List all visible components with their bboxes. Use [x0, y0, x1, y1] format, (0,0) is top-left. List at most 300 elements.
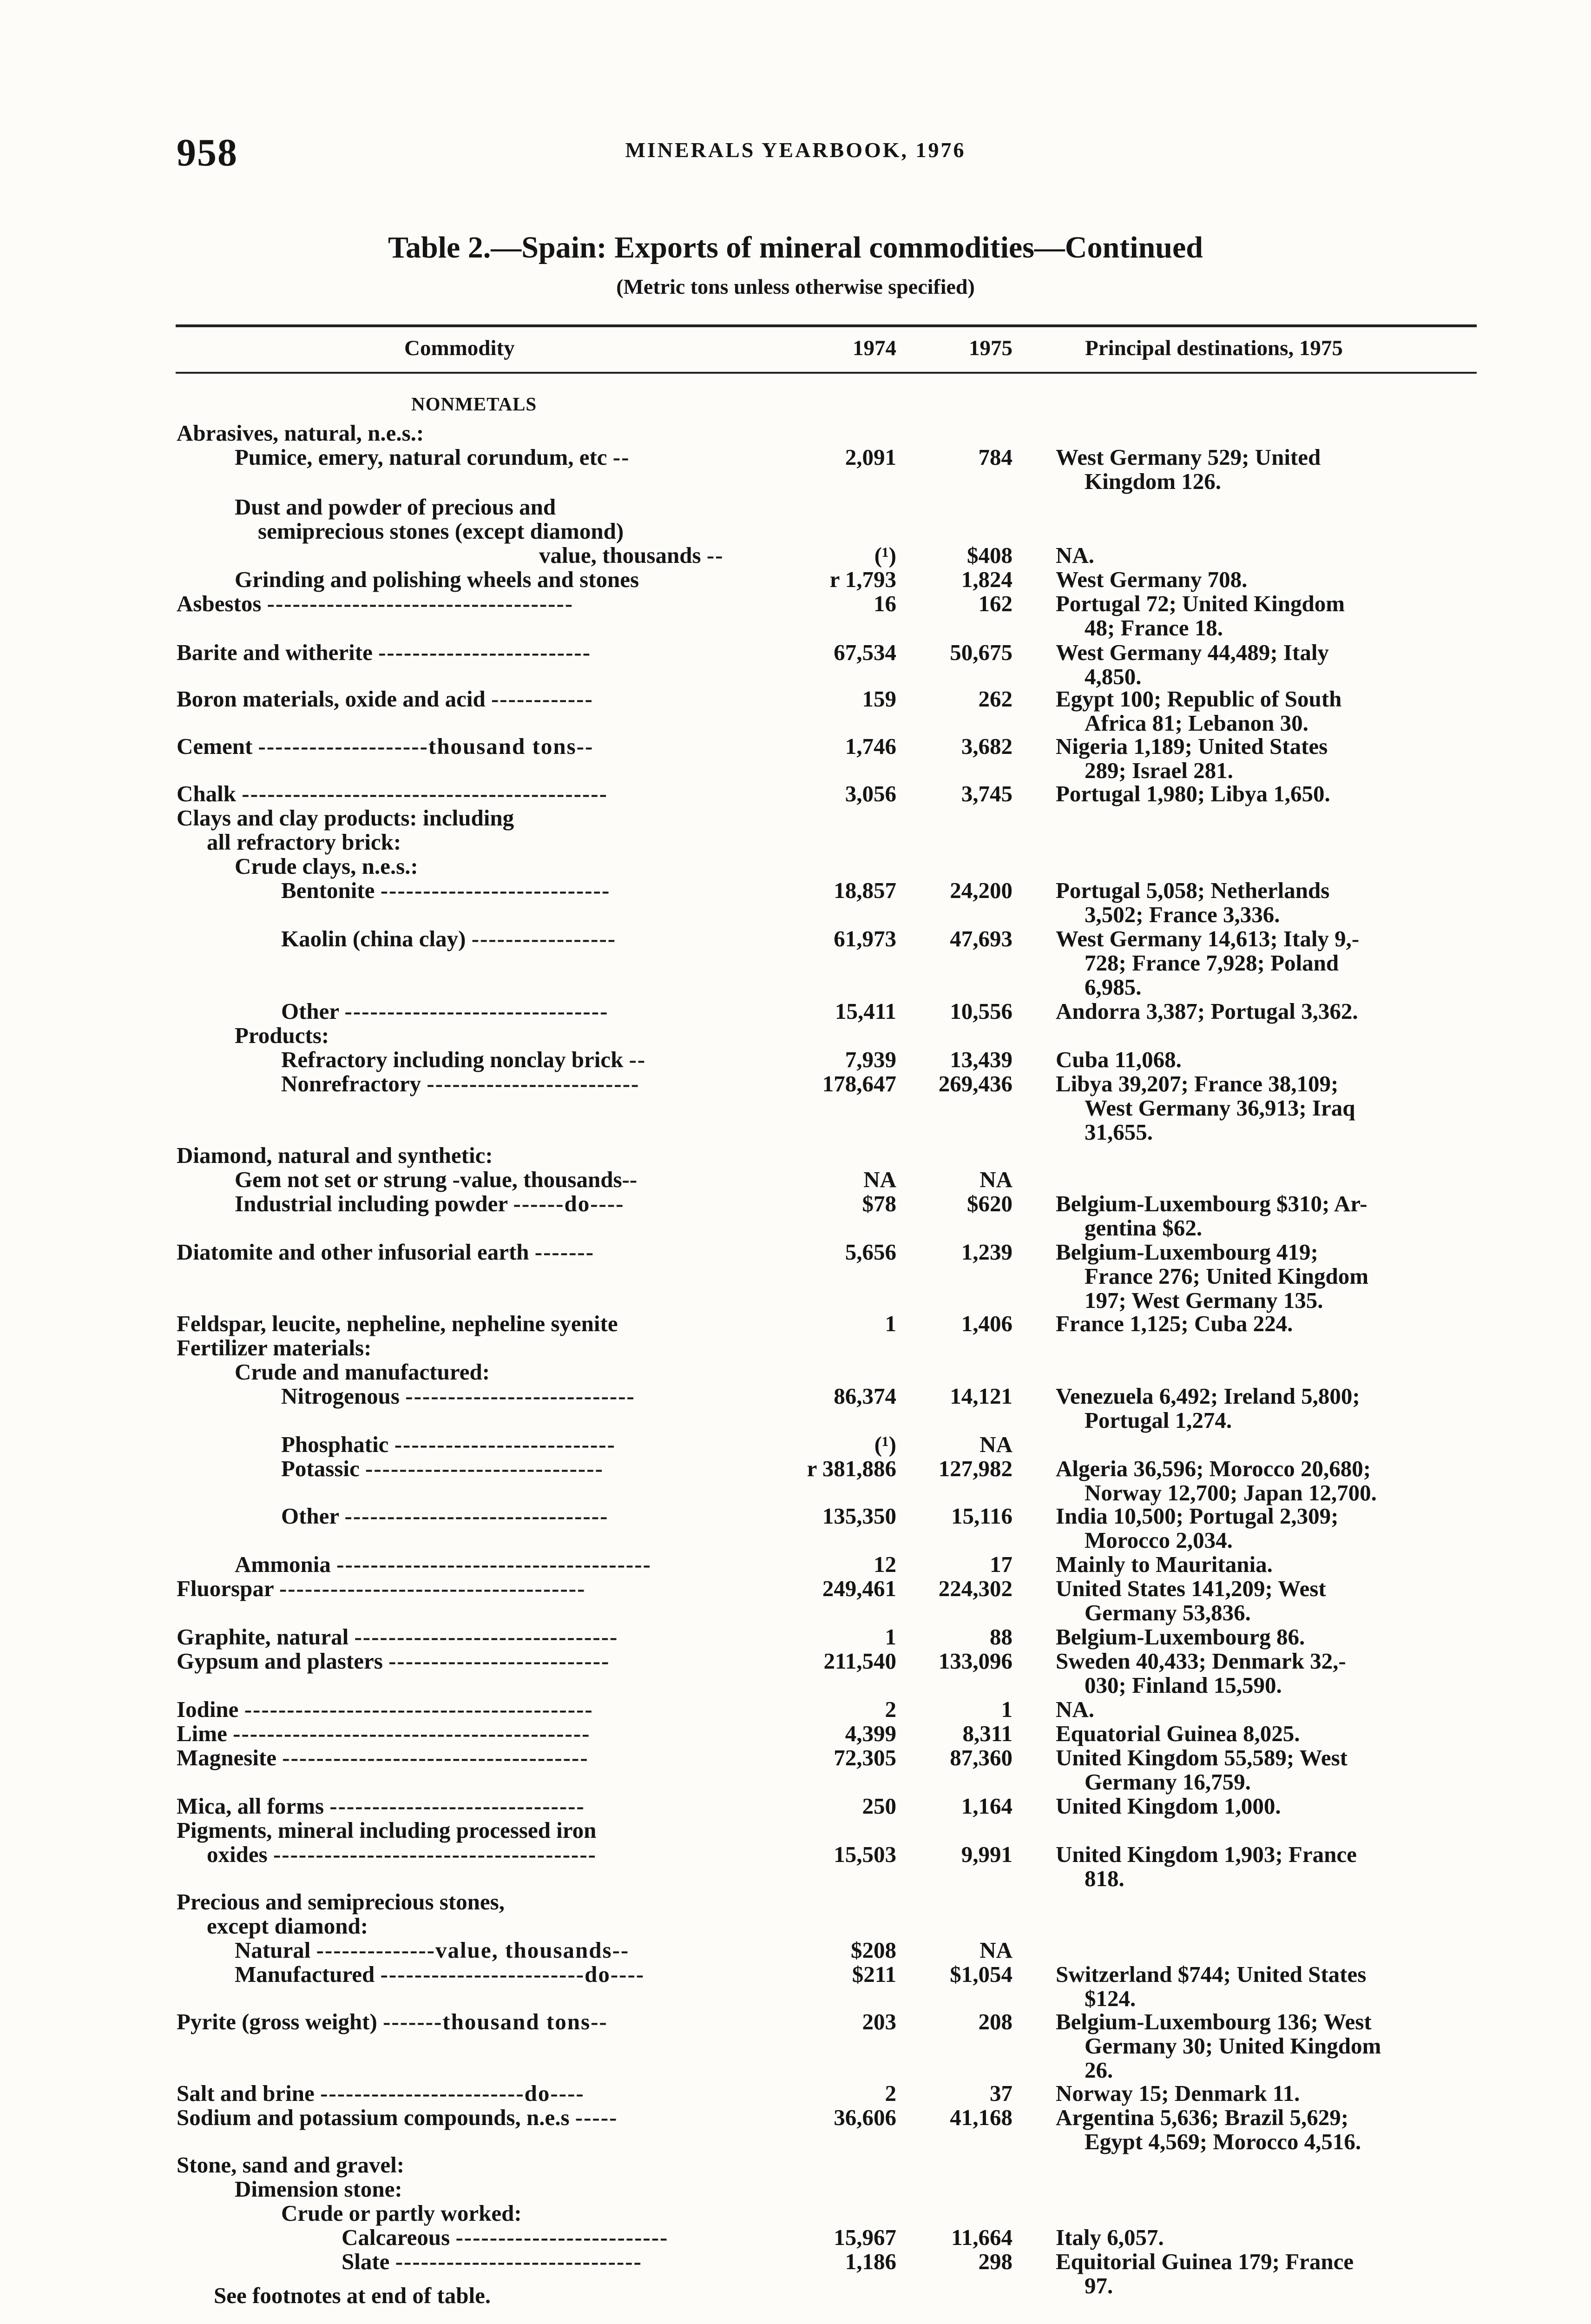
destination-line: United Kingdom 1,903; France	[1056, 1842, 1357, 1867]
value-1975: 127,982	[938, 1456, 1012, 1481]
header-rule	[176, 372, 1477, 374]
destination-line: 4,850.	[1085, 664, 1142, 689]
destination-line: 48; France 18.	[1085, 615, 1223, 640]
leader-dots: ----------------------------	[365, 1456, 604, 1481]
destination-line: Egypt 100; Republic of South	[1056, 686, 1342, 712]
commodity-label	[235, 1168, 637, 1192]
value-1974: 211,540	[823, 1648, 896, 1674]
destination-line: Kingdom 126.	[1085, 469, 1222, 494]
value-1975: 3,745	[961, 781, 1012, 806]
value-1975: 9,991	[961, 1842, 1012, 1867]
commodity-label	[177, 2081, 585, 2106]
commodity-label	[207, 1842, 597, 1867]
commodity-text: Diamond, natural and synthetic:	[177, 1142, 493, 1168]
value-1975: 8,311	[962, 1721, 1012, 1746]
destination-line: India 10,500; Portugal 2,309;	[1056, 1503, 1339, 1529]
destination-line: Equitorial Guinea 179; France	[1056, 2249, 1354, 2274]
value-1974: 15,967	[834, 2225, 896, 2250]
destination-line: West Germany 44,489; Italy	[1056, 640, 1329, 665]
destinations	[1056, 1794, 1474, 1818]
commodity-label	[281, 1504, 608, 1528]
leader-dots: --------------------thousand tons--	[258, 733, 594, 759]
commodity-label	[281, 1072, 639, 1096]
commodity-text: Nonrefractory	[281, 1071, 421, 1096]
value-1974: r 381,886	[807, 1456, 896, 1481]
commodity-text: Nitrogenous	[281, 1383, 400, 1409]
commodity-label	[177, 687, 593, 711]
value-1974: 18,857	[834, 878, 896, 903]
destinations	[1056, 2081, 1474, 2106]
leader-dots: ---------------------------	[405, 1383, 635, 1409]
destination-line: NA.	[1056, 1697, 1095, 1722]
commodity-label	[177, 1890, 505, 1914]
commodity-text: Bentonite	[281, 878, 375, 903]
value-1974: NA	[863, 1167, 896, 1192]
value-1975: $1,054	[950, 1961, 1012, 1987]
destination-line: 31,655.	[1085, 1119, 1153, 1145]
leader-dots: --	[706, 542, 724, 568]
commodity-label	[177, 1722, 590, 1746]
commodity-text: Calcareous	[342, 2225, 450, 2250]
destination-line: Belgium-Luxembourg 86.	[1056, 1624, 1305, 1650]
commodity-label	[177, 734, 593, 759]
value-1975: 41,168	[950, 2105, 1012, 2130]
commodity-text: Refractory including nonclay brick	[281, 1047, 624, 1072]
leader-dots: --------------------------	[388, 1648, 610, 1674]
value-1975: 88	[990, 1624, 1012, 1650]
destinations	[1056, 2225, 1474, 2250]
commodity-text: Products:	[235, 1023, 329, 1048]
commodity-label	[281, 2201, 522, 2225]
destination-line: 97.	[1085, 2273, 1113, 2298]
value-1974: 72,305	[834, 1745, 896, 1770]
commodity-text: Fluorspar	[177, 1576, 274, 1601]
destination-line: 030; Finland 15,590.	[1085, 1672, 1282, 1698]
destinations	[1056, 1552, 1474, 1577]
commodity-label	[177, 1794, 585, 1818]
commodity-label	[177, 640, 591, 665]
value-1975: 1,164	[961, 1793, 1012, 1819]
commodity-label	[207, 1914, 368, 1938]
commodity-label	[177, 1577, 585, 1601]
leader-dots: -------------------------------	[344, 1503, 609, 1529]
destination-line: 197; West Germany 135.	[1085, 1287, 1323, 1313]
value-1974: 61,973	[834, 926, 896, 951]
value-1975: 1	[1001, 1697, 1012, 1722]
value-1974: 7,939	[845, 1047, 896, 1072]
commodity-label	[281, 1048, 646, 1072]
value-1974: 159	[862, 686, 896, 712]
value-1975: 784	[978, 444, 1012, 470]
destination-line: Equatorial Guinea 8,025.	[1056, 1721, 1300, 1746]
commodity-text: Pumice, emery, natural corundum, etc	[235, 444, 607, 470]
commodity-text: Pyrite (gross weight)	[177, 2009, 377, 2034]
commodity-text: Pigments, mineral including processed iron	[177, 1817, 597, 1843]
destination-line: Norway 12,700; Japan 12,700.	[1085, 1480, 1377, 1505]
commodity-text: Other	[281, 1503, 339, 1529]
destinations	[1056, 1192, 1474, 1240]
value-1974: 178,647	[822, 1071, 896, 1096]
commodity-label	[177, 592, 573, 616]
leader-dots: -------------------------------------	[336, 1552, 651, 1577]
destination-line: $124.	[1085, 1986, 1136, 2011]
value-1974: 15,503	[834, 1842, 896, 1867]
destinations	[1056, 1625, 1474, 1649]
value-1974: 1	[885, 1311, 896, 1336]
destination-line: Cuba 11,068.	[1056, 1047, 1182, 1072]
value-1975: NA	[980, 1167, 1012, 1192]
commodity-label	[177, 1143, 493, 1168]
value-1974: r 1,793	[829, 567, 896, 592]
value-1975: 224,302	[938, 1576, 1012, 1601]
destination-line: Portugal 1,980; Libya 1,650.	[1056, 781, 1330, 806]
commodity-label	[207, 830, 401, 854]
commodity-label	[281, 927, 616, 951]
leader-dots: --------------------------------------	[273, 1842, 597, 1867]
destination-line: NA.	[1056, 542, 1095, 568]
commodity-text: Gypsum and plasters	[177, 1648, 383, 1674]
destination-line: Mainly to Mauritania.	[1056, 1552, 1273, 1577]
value-1974: (¹)	[874, 1432, 896, 1457]
destination-line: Portugal 72; United Kingdom	[1056, 591, 1345, 616]
destinations	[1056, 568, 1474, 592]
commodity-text: Ammonia	[235, 1552, 331, 1577]
commodity-text: Dust and powder of precious and	[235, 494, 556, 520]
value-1975: 1,239	[961, 1239, 1012, 1265]
column-header-destinations: Principal destinations, 1975	[1085, 336, 1343, 360]
destination-line: Germany 30; United Kingdom	[1085, 2033, 1381, 2059]
destinations	[1056, 878, 1474, 927]
commodity-label	[177, 421, 424, 445]
destination-line: France 1,125; Cuba 224.	[1056, 1311, 1293, 1336]
commodity-text: Salt and brine	[177, 2080, 315, 2106]
value-1974: 135,350	[822, 1503, 896, 1529]
value-1974: 15,411	[835, 998, 896, 1024]
value-1975: 13,439	[950, 1047, 1012, 1072]
leader-dots: -------------------------------	[344, 998, 609, 1024]
leader-dots: -----------------	[471, 926, 617, 951]
leader-dots: ------do----	[513, 1191, 625, 1216]
leader-dots: ------------------------------------------	[233, 1721, 591, 1746]
destination-line: Italy 6,057.	[1056, 2225, 1164, 2250]
destination-line: Belgium-Luxembourg 136; West	[1056, 2009, 1372, 2034]
page-number: 958	[177, 131, 238, 174]
value-1974: 2	[885, 2080, 896, 2106]
leader-dots: --	[629, 1047, 646, 1072]
destinations	[1056, 2106, 1474, 2154]
table-title: Table 2.—Spain: Exports of mineral commodities—Continued	[388, 231, 1203, 264]
destination-line: Belgium-Luxembourg 419;	[1056, 1239, 1318, 1265]
commodity-text: Other	[281, 998, 339, 1024]
destinations	[1056, 1457, 1474, 1505]
leader-dots: -------------------------	[378, 640, 592, 665]
column-header-1974: 1974	[853, 336, 896, 360]
commodity-label	[342, 2250, 642, 2274]
destination-line: Nigeria 1,189; United States	[1056, 733, 1328, 759]
commodity-text: Graphite, natural	[177, 1624, 349, 1650]
leader-dots: -----------------------------------------	[244, 1697, 593, 1722]
commodity-label	[235, 1962, 644, 1987]
commodity-text: Abrasives, natural, n.e.s.:	[177, 420, 424, 446]
destinations	[1056, 782, 1474, 806]
destination-line: Portugal 1,274.	[1085, 1407, 1232, 1433]
leader-dots: -----------------------------	[395, 2249, 642, 2274]
destination-line: Egypt 4,569; Morocco 4,516.	[1085, 2129, 1361, 2154]
destination-line: Argentina 5,636; Brazil 5,629;	[1056, 2105, 1349, 2130]
destination-line: Belgium-Luxembourg $310; Ar-	[1056, 1191, 1367, 1216]
destination-line: 3,502; France 3,336.	[1085, 902, 1280, 927]
commodity-label	[177, 1818, 596, 1842]
table-subtitle: (Metric tons unless otherwise specified)	[616, 275, 975, 298]
commodity-label	[235, 854, 418, 878]
value-1975: 17	[990, 1552, 1012, 1577]
commodity-text: Crude or partly worked:	[281, 2200, 522, 2226]
value-1975: 15,116	[951, 1503, 1012, 1529]
commodity-label	[235, 568, 639, 592]
destination-line: West Germany 36,913; Iraq	[1085, 1095, 1355, 1121]
value-1974: 12	[874, 1552, 896, 1577]
destinations	[1056, 1240, 1474, 1313]
value-1974: $208	[851, 1937, 896, 1963]
commodity-text: Lime	[177, 1721, 227, 1746]
value-1974: 67,534	[834, 640, 896, 665]
destinations	[1056, 592, 1474, 640]
value-1974: 2	[885, 1697, 896, 1722]
destination-line: Venezuela 6,492; Ireland 5,800;	[1056, 1383, 1360, 1409]
commodity-label	[177, 1240, 594, 1264]
destination-line: Norway 15; Denmark 11.	[1056, 2080, 1300, 2106]
destinations	[1056, 1746, 1474, 1794]
destinations	[1056, 1962, 1474, 2011]
commodity-label	[235, 495, 556, 519]
commodity-label	[177, 1312, 618, 1336]
commodity-label	[177, 1625, 618, 1649]
commodity-text: Clays and clay products: including	[177, 805, 514, 831]
commodity-label	[177, 1649, 610, 1673]
destinations	[1056, 1577, 1474, 1625]
leader-dots: ------------------------------------	[279, 1576, 586, 1601]
leader-dots: --------------value, thousands--	[316, 1937, 630, 1963]
destinations	[1056, 543, 1474, 568]
value-1974: 4,399	[845, 1721, 896, 1746]
commodity-text: Cement	[177, 733, 253, 759]
value-1975: 87,360	[950, 1745, 1012, 1770]
commodity-text: Natural	[235, 1937, 311, 1963]
destination-line: Germany 53,836.	[1085, 1600, 1251, 1625]
destinations	[1056, 2250, 1474, 2298]
destinations	[1056, 1697, 1474, 1722]
commodity-label	[281, 878, 610, 903]
commodity-label	[235, 1938, 629, 1962]
value-1974: $78	[862, 1191, 896, 1216]
value-1974: 86,374	[834, 1383, 896, 1409]
value-1975: 133,096	[938, 1648, 1012, 1674]
commodity-text: NONMETALS	[411, 393, 537, 415]
leader-dots: --	[612, 444, 630, 470]
destination-line: gentina $62.	[1085, 1215, 1203, 1241]
destination-line: 818.	[1085, 1866, 1124, 1891]
section-heading	[411, 392, 537, 416]
destination-line: Germany 16,759.	[1085, 1769, 1251, 1795]
value-1975: 269,436	[938, 1071, 1012, 1096]
leader-dots: ------------------------do----	[380, 1961, 645, 1987]
commodity-label	[177, 2153, 404, 2177]
commodity-text: Potassic	[281, 1456, 360, 1481]
commodity-text: Diatomite and other infusorial earth	[177, 1239, 529, 1265]
value-1975: 47,693	[950, 926, 1012, 951]
commodity-text: Feldspar, leucite, nepheline, nepheline syenite	[177, 1311, 618, 1336]
value-1974: 250	[862, 1793, 896, 1819]
value-1974: 3,056	[845, 781, 896, 806]
destination-line: 26.	[1085, 2057, 1113, 2083]
column-header-commodity: Commodity	[404, 336, 515, 360]
destination-line: United States 141,209; West	[1056, 1576, 1326, 1601]
leader-dots: -------------------------	[427, 1071, 640, 1096]
leader-dots: -----	[575, 2105, 618, 2130]
commodity-text: Asbestos	[177, 591, 262, 616]
commodity-text: Barite and witherite	[177, 640, 373, 665]
value-1974: 203	[862, 2009, 896, 2034]
commodity-text: Gem not set or strung -value, thousands--	[235, 1167, 638, 1192]
commodity-text: all refractory brick:	[207, 829, 401, 855]
destinations	[1056, 1384, 1474, 1433]
destinations	[1056, 687, 1474, 735]
value-1974: 1	[885, 1624, 896, 1650]
footnote-reference: See footnotes at end of table.	[214, 2283, 491, 2308]
commodity-text: Mica, all forms	[177, 1793, 324, 1819]
destination-line: West Germany 708.	[1056, 567, 1248, 592]
destination-line: United Kingdom 1,000.	[1056, 1793, 1281, 1819]
commodity-label	[235, 1552, 651, 1577]
destinations	[1056, 1048, 1474, 1072]
commodity-text: Phosphatic	[281, 1432, 389, 1457]
commodity-label	[177, 1746, 589, 1770]
destinations	[1056, 640, 1474, 689]
commodity-text: Magnesite	[177, 1745, 276, 1770]
commodity-text: Grinding and polishing wheels and stones	[235, 567, 639, 592]
value-1974: (¹)	[874, 542, 896, 568]
value-1975: 1,824	[961, 567, 1012, 592]
value-1975: NA	[980, 1432, 1012, 1457]
leader-dots: -------------------------	[455, 2225, 669, 2250]
commodity-text: Slate	[342, 2249, 390, 2274]
commodity-label	[235, 445, 630, 469]
commodity-label	[281, 1457, 604, 1481]
value-1974: 249,461	[822, 1576, 896, 1601]
leader-dots: -------------------------------	[354, 1624, 618, 1650]
leader-dots: ------------------------------	[329, 1793, 585, 1819]
value-1975: 11,664	[951, 2225, 1012, 2250]
commodity-text: oxides	[207, 1842, 268, 1867]
value-1974: 36,606	[834, 2105, 896, 2130]
value-1975: 262	[978, 686, 1012, 712]
commodity-label	[177, 1697, 593, 1722]
value-1974: 16	[874, 591, 896, 616]
leader-dots: ------------------------------------	[267, 591, 574, 616]
value-1975: $408	[967, 542, 1012, 568]
destinations	[1056, 999, 1474, 1023]
commodity-label	[177, 1336, 371, 1360]
commodity-label	[281, 1433, 616, 1457]
destination-line: 728; France 7,928; Poland	[1085, 950, 1339, 976]
commodity-text: Boron materials, oxide and acid	[177, 686, 486, 712]
value-1974: $211	[852, 1961, 896, 1987]
commodity-label	[177, 2010, 608, 2034]
commodity-text: Crude clays, n.e.s.:	[235, 853, 418, 879]
commodity-text: Stone, sand and gravel:	[177, 2152, 405, 2178]
commodity-label	[342, 2225, 668, 2250]
commodity-text: Fertilizer materials:	[177, 1335, 372, 1360]
destinations	[1056, 2010, 1474, 2082]
commodity-text: Chalk	[177, 781, 237, 806]
commodity-label	[258, 519, 624, 543]
commodity-label	[177, 806, 514, 830]
commodity-text: Iodine	[177, 1697, 239, 1722]
leader-dots: --------------------------	[394, 1432, 616, 1457]
commodity-text: Sodium and potassium compounds, n.e.s	[177, 2105, 570, 2130]
leader-dots: -------thousand tons--	[383, 2009, 608, 2034]
destinations	[1056, 927, 1474, 999]
commodity-text: Kaolin (china clay)	[281, 926, 466, 951]
leader-dots: ------------------------do----	[320, 2080, 585, 2106]
value-1975: 162	[978, 591, 1012, 616]
destinations	[1056, 445, 1474, 494]
destination-line: United Kingdom 55,589; West	[1056, 1745, 1348, 1770]
commodity-text: Precious and semiprecious stones,	[177, 1889, 505, 1915]
destination-line: Andorra 3,387; Portugal 3,362.	[1056, 998, 1358, 1024]
commodity-label	[281, 999, 608, 1023]
destination-line: Africa 81; Lebanon 30.	[1085, 710, 1308, 736]
destination-line: West Germany 14,613; Italy 9,-	[1056, 926, 1360, 951]
commodity-label	[177, 2106, 618, 2130]
commodity-label	[235, 1192, 624, 1216]
destination-line: West Germany 529; United	[1056, 444, 1321, 470]
value-1975: 50,675	[950, 640, 1012, 665]
destination-line: 6,985.	[1085, 974, 1142, 1000]
commodity-label	[235, 1023, 329, 1048]
value-1974: 2,091	[845, 444, 896, 470]
value-1975: 208	[978, 2009, 1012, 2034]
destinations	[1056, 1842, 1474, 1891]
leader-dots: ------------------------------------	[282, 1745, 589, 1770]
destination-line: Sweden 40,433; Denmark 32,-	[1056, 1648, 1346, 1674]
value-1975: 3,682	[961, 733, 1012, 759]
destinations	[1056, 1072, 1474, 1144]
destination-line: Switzerland $744; United States	[1056, 1961, 1367, 1987]
destination-line: Algeria 36,596; Morocco 20,680;	[1056, 1456, 1371, 1481]
column-header-1975: 1975	[969, 336, 1012, 360]
value-1974: 1,186	[845, 2249, 896, 2274]
commodity-text: except diamond:	[207, 1913, 368, 1939]
commodity-text: Manufactured	[235, 1961, 375, 1987]
destinations	[1056, 1504, 1474, 1552]
destinations	[1056, 1649, 1474, 1697]
leader-dots: -------	[534, 1239, 595, 1265]
value-1975: 10,556	[950, 998, 1012, 1024]
commodity-label	[235, 1360, 490, 1384]
commodity-text: Dimension stone:	[235, 2176, 402, 2202]
leader-dots: ------------	[491, 686, 593, 712]
value-1975: $620	[967, 1191, 1012, 1216]
destinations	[1056, 1722, 1474, 1746]
commodity-text: value, thousands	[539, 542, 701, 568]
commodity-label	[281, 1384, 635, 1408]
value-1975: 14,121	[950, 1383, 1012, 1409]
value-1975: 37	[990, 2080, 1012, 2106]
commodity-text: semiprecious stones (except diamond)	[258, 518, 624, 544]
value-1974: 1,746	[845, 733, 896, 759]
value-1975: 1,406	[961, 1311, 1012, 1336]
